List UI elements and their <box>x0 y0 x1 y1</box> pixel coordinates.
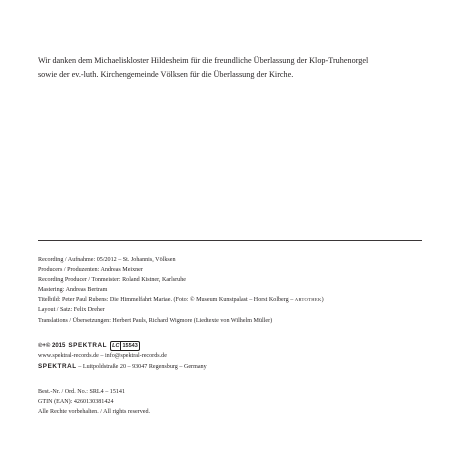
divider-rule <box>38 240 422 241</box>
label-code-number: 15543 <box>122 342 138 349</box>
rights-notice: Alle Rechte vorbehalten. / All rights reserved. <box>38 409 151 416</box>
label-code-logo <box>110 341 140 351</box>
acknowledgement-line-2: sowie der ev.-luth. Kirchengemeinde Völksen für die Überlassung der Kirche. <box>38 70 294 80</box>
catalog-block <box>38 387 438 417</box>
titelbild-text: Titelbild: Peter Paul Rubens: Die Himmelfahrt Mariae. (Foto: © Museum Kunstpalast – Horst Kolberg – <box>38 297 295 304</box>
credit-layout: Layout / Satz: Felix Dreher <box>38 307 105 314</box>
credit-recording: Recording / Aufnahme: 05/2012 – St. Johannis, Völksen <box>38 257 176 263</box>
label-address <box>38 362 438 372</box>
address-brand: SPEKTRAL <box>38 363 77 370</box>
label-info <box>38 340 438 372</box>
address-text: – Luitpoldstraße 20 – 93047 Regensburg – Germany <box>76 364 207 370</box>
acknowledgement-line-1: Wir danken dem Michaeliskloster Hildesheim für die freundliche Überlassung der Klop-Truhenorgel <box>38 56 369 65</box>
label-web-email: www.spektral-records.de – info@spektral-records.de <box>38 353 167 359</box>
credit-titelbild <box>38 295 438 305</box>
gtin: GTIN (EAN): 4260130381424 <box>38 399 114 406</box>
credit-translations: Translations / Übersetzungen: Herbert Pauls, Richard Wigmore (Liedtexte von Wilhelm Müller) <box>38 317 273 324</box>
titelbild-close: ) <box>321 297 324 304</box>
order-number: Best.-Nr. / Ord. No.: SRL4 – 15141 <box>38 389 126 395</box>
credits-block <box>38 255 438 326</box>
label-code-prefix: LC <box>112 342 120 349</box>
credit-tonmeister: Recording Producer / Tonmeister: Roland Kistner, Karlsruhe <box>38 277 186 284</box>
copyright-notice: ℗+© 2015 <box>38 342 66 349</box>
brand-name: SPEKTRAL <box>68 341 108 349</box>
credit-mastering: Mastering: Andreas Bertram <box>38 287 108 294</box>
label-copyright-row <box>38 340 438 351</box>
titelbild-agency: ARTOTHEK <box>294 297 322 303</box>
credit-producers: Producers / Produzenten: Andreas Meixner <box>38 267 143 274</box>
acknowledgement-paragraph <box>38 54 438 82</box>
